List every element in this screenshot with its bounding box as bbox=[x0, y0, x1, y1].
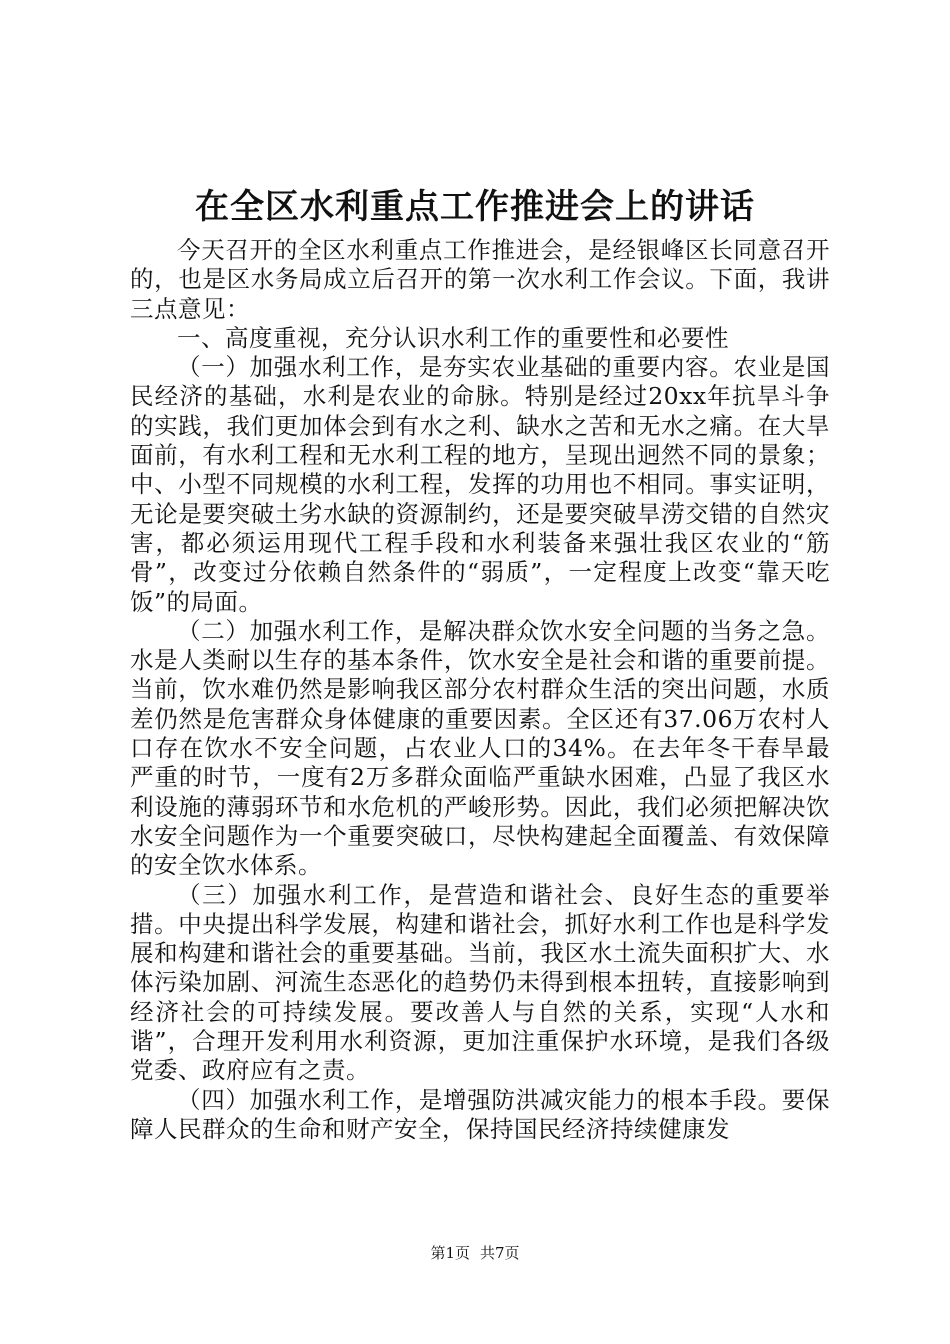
paragraph-point-4: （四）加强水利工作，是增强防洪减灾能力的根本手段。要保障人民群众的生命和财产安全，保持国民经济持续健康发 bbox=[130, 1085, 830, 1143]
section-heading-1: 一、高度重视，充分认识水利工作的重要性和必要性 bbox=[177, 323, 729, 352]
document-title: 在全区水利重点工作推进会上的讲话 bbox=[195, 187, 755, 227]
paragraph-intro: 今天召开的全区水利重点工作推进会，是经银峰区长同意召开的，也是区水务局成立后召开的第一次水利工作会议。下面，我讲三点意见： bbox=[130, 236, 830, 323]
page-footer bbox=[0, 1243, 950, 1263]
paragraph-point-2: （二）加强水利工作，是解决群众饮水安全问题的当务之急。水是人类耐以生存的基本条件，饮水安全是社会和谐的重要前提。当前，饮水难仍然是影响我区部分农村群众生活的突出问题，水质差仍然是危害群众身体健康的重要因素。全区还有37.06万农村人口存在饮水不安全问题，占农业人口的34%。在去年冬干春旱最严重的时节，一度有2万多群众面临严重缺水困难，凸显了我区水利设施的薄弱环节和水危机的严峻形势。因此，我们必须把解决饮水安全问题作为一个重要突破口，尽快构建起全面覆盖、有效保障的安全饮水体系。 bbox=[130, 616, 830, 880]
page-number: 第1页 bbox=[430, 1244, 470, 1262]
paragraph-point-3: （三）加强水利工作，是营造和谐社会、良好生态的重要举措。中央提出科学发展，构建和谐社会，抓好水利工作也是科学发展和构建和谐社会的重要基础。当前，我区水土流失面积扩大、水体污染加剧、河流生态恶化的趋势仍未得到根本扭转，直接影响到经济社会的可持续发展。要改善人与自然的关系，实现“人水和谐”，合理开发利用水利资源，更加注重保护水环境，是我们各级党委、政府应有之责。 bbox=[130, 880, 830, 1085]
paragraph-point-1: （一）加强水利工作，是夯实农业基础的重要内容。农业是国民经济的基础，水利是农业的命脉。特别是经过20xx年抗旱斗争的实践，我们更加体会到有水之利、缺水之苦和无水之痛。在大旱面前，有水利工程和无水利工程的地方，呈现出迥然不同的景象；中、小型不同规模的水利工程，发挥的功用也不相同。事实证明，无论是要突破土劣水缺的资源制约，还是要突破旱涝交错的自然灾害，都必须运用现代工程手段和水利装备来强壮我区农业的“筋骨”，改变过分依赖自然条件的“弱质”，一定程度上改变“靠天吃饭”的局面。 bbox=[130, 353, 830, 616]
page-total: 共7页 bbox=[480, 1244, 520, 1262]
document-body bbox=[130, 236, 830, 1144]
